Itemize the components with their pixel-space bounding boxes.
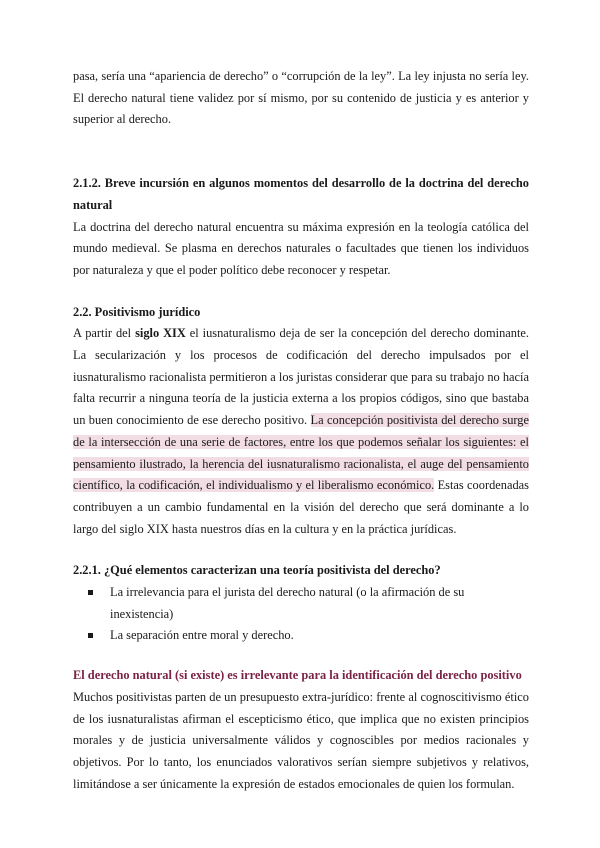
document-page [73,66,529,795]
text-segment: Estas coordenadas contribuyen a un cambio fundamental en la visión del derecho que será dominante a lo largo del siglo XIX hasta nuestros días en la cultura y en la práctica jurídicas. [73,478,529,536]
paragraph-derecho-natural: Muchos positivistas parten de un presupuesto extra-jurídico: frente al cognoscitivismo ético de los iusnaturalistas afirman el escepticismo ético, que implica que no existen principios morales y de justicia universalmente válidos y cognoscibles por medios racionales y objetivos. Por lo tanto, los enunciados valorativos serían siempre subjetivos y relativos, limitándose a ser únicamente la expresión de estados emocionales de quien los formulan. [73,689,529,791]
text-segment: A partir del [73,326,136,341]
highlighted-segment: La concepción positivista del derecho surge de la intersección de una serie de factores, entre los que podemos señalar los siguientes: el pensamiento ilustrado, la herencia del iusnaturalismo racionalista, el auge del pensamiento científico, la codificación, el individualismo y el liberalismo económico. [73,413,529,493]
list-item: La irrelevancia para el jurista del derecho natural (o la afirmación de su inexistencia) [73,582,529,625]
paragraph-2-2 [73,323,529,540]
bold-segment: siglo XIX [135,326,186,341]
square-bullet-icon [88,633,93,638]
heading-derecho-natural: El derecho natural (si existe) es irrelevante para la identificación del derecho positivo [73,668,522,683]
square-bullet-icon [88,590,93,595]
heading-2-1-2: 2.1.2. Breve incursión en algunos momentos del desarrollo de la doctrina del derecho natural [73,176,529,212]
text-segment: el iusnaturalismo deja de ser la concepción del derecho dominante. La secularización y los procesos de codificación del derecho impulsados por el iusnaturalismo racionalista permitieron a los juristas considerar que para su trabajo no hacía falta recurrir a ninguna teoría de la justicia externa a los propios códigos, sino que bastaba un buen conocimiento de ese derecho positivo. [73,326,530,428]
paragraph-2-1-2: La doctrina del derecho natural encuentra su máxima expresión en la teología católica del mundo medieval. Se plasma en derechos naturales o facultades que tienen los individuos por naturaleza y que el poder político debe reconocer y respetar. [73,219,529,277]
heading-2-2: 2.2. Positivismo jurídico [73,304,201,319]
heading-2-2-1: 2.2.1. ¿Qué elementos caracterizan una teoría positivista del derecho? [73,563,441,578]
elements-list [73,582,529,647]
list-item: La separación entre moral y derecho. [73,625,529,647]
intro-paragraph: pasa, sería una “apariencia de derecho” o “corrupción de la ley”. La ley injusta no sería ley. El derecho natural tiene validez por sí mismo, por su contenido de justicia y es anterior y superior al derecho. [73,69,529,127]
